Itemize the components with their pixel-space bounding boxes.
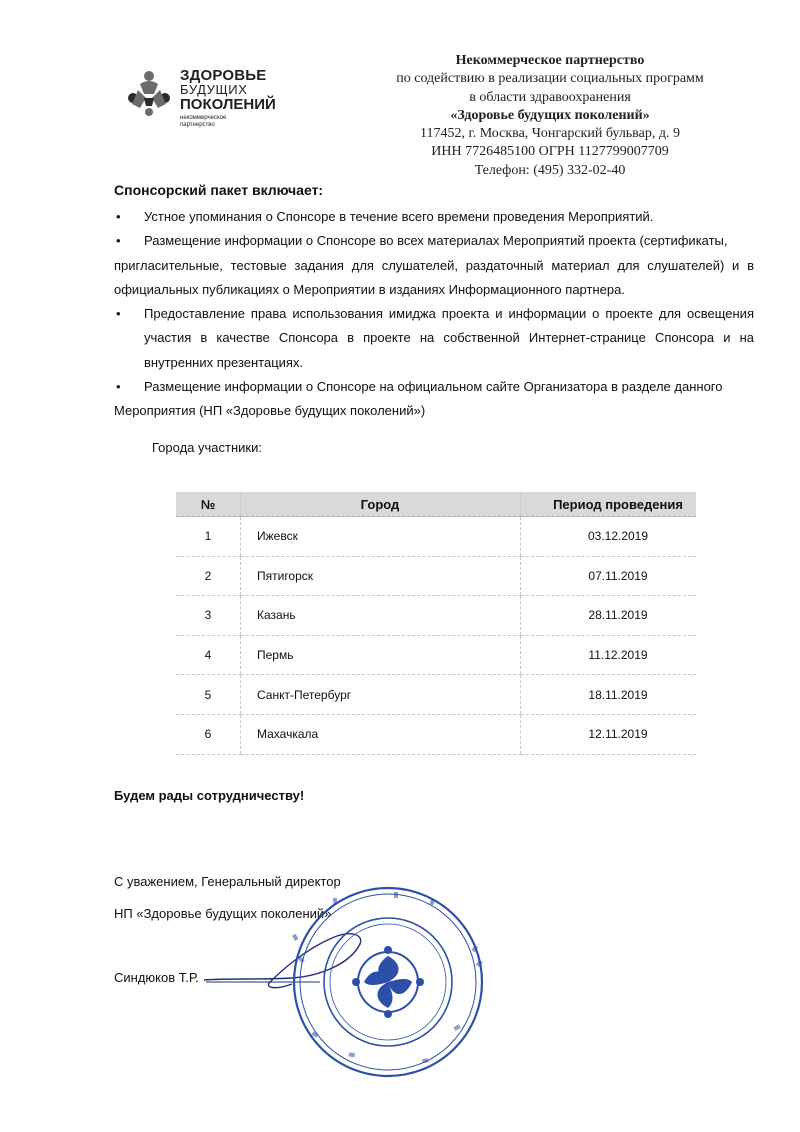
logo-line-3: ПОКОЛЕНИЙ	[180, 96, 276, 113]
header-city: Город	[241, 492, 521, 517]
bullet-text: Размещение информации о Спонсоре на официальном сайте Организатора в разделе данного	[144, 379, 723, 395]
cities-label: Города участники:	[152, 440, 262, 455]
bullet-list	[114, 205, 754, 424]
table-row	[176, 675, 696, 715]
table-header-row	[176, 492, 696, 517]
cell-city: Махачкала	[241, 714, 521, 754]
cell-num: 4	[176, 635, 241, 675]
org-address: 117452, г. Москва, Чонгарский бульвар, д. 9	[420, 126, 680, 142]
bullet-text-continued: пригласительные, тестовые задания для слушателей, раздаточный материал для слушателей) и в официальных публикациях о Мероприятии в изданиях Информационного партнера.	[114, 257, 754, 297]
org-purpose-2: в области здравоохранения	[469, 89, 631, 105]
bullet-dot: •	[116, 209, 121, 224]
people-circle-logo-icon	[124, 68, 174, 118]
cell-num: 6	[176, 714, 241, 754]
org-name: «Здоровье будущих поколений»	[450, 107, 650, 123]
bullet-text: Размещение информации о Спонсоре во всех материалах Мероприятий проекта (сертификаты,	[144, 233, 728, 249]
cell-period: 12.11.2019	[521, 714, 697, 754]
bullet-text: Устное упоминания о Спонсоре в течение всего времени проведения Мероприятий.	[144, 209, 654, 224]
org-ids: ИНН 7726485100 ОГРН 1127799007709	[431, 144, 669, 160]
bullet-item	[114, 205, 754, 229]
cell-city: Пятигорск	[241, 556, 521, 596]
cell-num: 3	[176, 596, 241, 636]
cell-period: 18.11.2019	[521, 675, 697, 715]
cell-city: Казань	[241, 596, 521, 636]
letterhead	[360, 52, 740, 180]
cell-num: 1	[176, 517, 241, 557]
bullet-text-continued: Мероприятия (НП «Здоровье будущих поколений»)	[114, 403, 426, 419]
logo-line-4a: некоммерческое	[180, 115, 227, 121]
org-type: Некоммерческое партнерство	[455, 53, 645, 68]
org-logo	[124, 64, 274, 144]
signer-name: Синдюков Т.Р.	[114, 970, 199, 985]
cell-city: Пермь	[241, 635, 521, 675]
logo-line-4b: партнерство	[180, 122, 215, 128]
header-num: №	[176, 492, 241, 517]
bullet-dot: •	[116, 379, 121, 395]
cell-period: 11.12.2019	[521, 635, 697, 675]
logo-line-2: БУДУЩИХ	[180, 82, 248, 97]
logo-wordmark	[180, 68, 276, 129]
regards-line: С уважением, Генеральный директор	[114, 874, 341, 889]
table-row	[176, 635, 696, 675]
bullet-item	[114, 229, 754, 302]
cell-num: 2	[176, 556, 241, 596]
org-purpose-1: по содействию в реализации социальных программ	[396, 71, 704, 87]
closing-line: Будем рады сотрудничеству!	[114, 788, 305, 803]
bullet-dot: •	[116, 233, 121, 249]
cell-num: 5	[176, 675, 241, 715]
cell-period: 07.11.2019	[521, 556, 697, 596]
table-row	[176, 517, 696, 557]
section-title: Спонсорский пакет включает:	[114, 182, 324, 198]
bullet-item	[114, 375, 754, 424]
org-phone: Телефон: (495) 332-02-40	[474, 162, 626, 178]
bullet-text: Предоставление права использования имиджа проекта и информации о проекте для освещения участия в качестве Спонсора в проекте на собственной Интернет-странице Спонсора и на внутренних презентациях.	[144, 306, 754, 370]
logo-line-1: ЗДОРОВЬЕ	[180, 67, 267, 84]
cell-city: Санкт-Петербург	[241, 675, 521, 715]
bullet-item	[114, 302, 754, 375]
table-row	[176, 556, 696, 596]
header-period: Период проведения	[521, 492, 697, 517]
table-row	[176, 596, 696, 636]
cell-period: 28.11.2019	[521, 596, 697, 636]
table-row	[176, 714, 696, 754]
cities-table	[176, 492, 696, 755]
cell-city: Ижевск	[241, 517, 521, 557]
cell-period: 03.12.2019	[521, 517, 697, 557]
organization-seal-icon	[288, 882, 488, 1082]
regards-org: НП «Здоровье будущих поколений»	[114, 906, 332, 921]
bullet-dot: •	[116, 306, 121, 322]
